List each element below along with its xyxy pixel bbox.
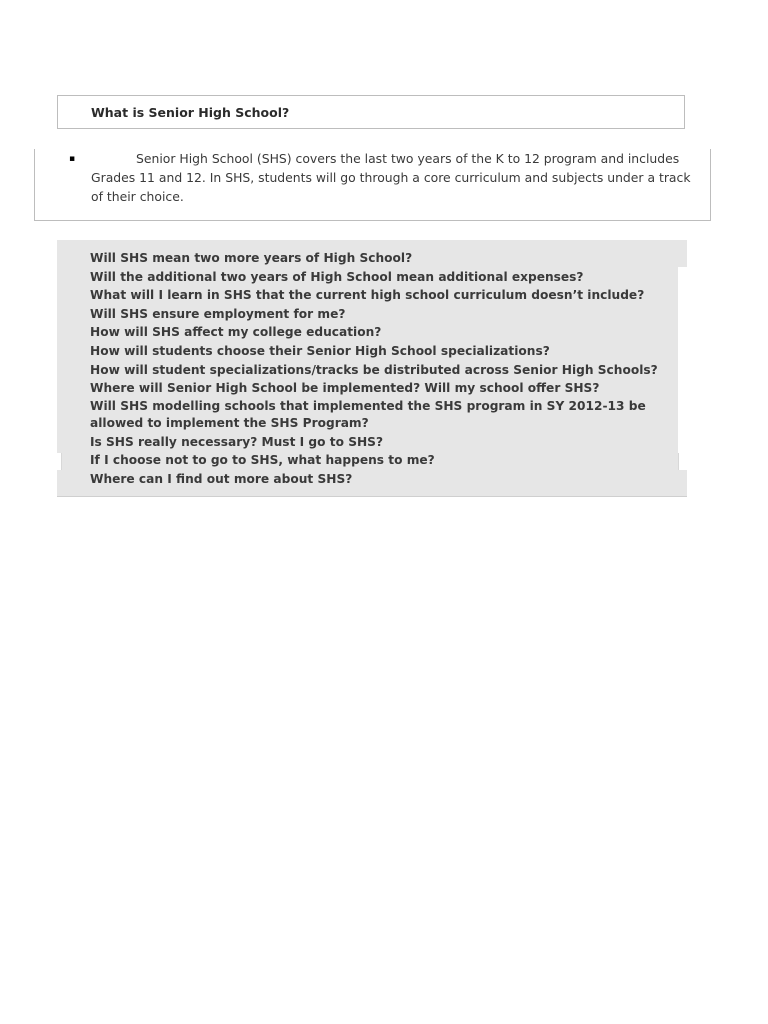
faq-question-item[interactable]: What will I learn in SHS that the current high school curriculum doesn’t include?: [90, 288, 645, 303]
faq-questions-panel: [57, 240, 687, 497]
faq-question-item[interactable]: How will students choose their Senior High School specializations?: [90, 343, 550, 358]
faq-question-item[interactable]: Will SHS modelling schools that implemented the SHS program in SY 2012-13 be allowed to implement the SHS Program?: [90, 398, 646, 430]
faq-question-item[interactable]: How will SHS affect my college education?: [90, 325, 382, 340]
faq-question-item[interactable]: If I choose not to go to SHS, what happens to me?: [90, 453, 435, 468]
faq-answer-panel: [34, 149, 711, 221]
faq-question-item[interactable]: Where will Senior High School be implemented? Will my school offer SHS?: [90, 381, 600, 396]
faq-question-item[interactable]: Is SHS really necessary? Must I go to SHS?: [90, 434, 384, 449]
faq-question-title: What is Senior High School?: [91, 105, 290, 120]
faq-question-item[interactable]: Will the additional two years of High School mean additional expenses?: [90, 269, 584, 284]
faq-question-item[interactable]: How will student specializations/tracks be distributed across Senior High Schools?: [90, 362, 658, 377]
faq-question-item[interactable]: Will SHS ensure employment for me?: [90, 306, 346, 321]
faq-header[interactable]: [57, 95, 685, 129]
panel-decoration: [678, 453, 688, 470]
faq-question-item[interactable]: Will SHS mean two more years of High School?: [90, 251, 413, 265]
faq-question-list: [90, 249, 675, 489]
bullet-icon: ▪: [69, 154, 76, 164]
faq-answer-text: Senior High School (SHS) covers the last two years of the K to 12 program and includes Grades 11 and 12. In SHS, students will go through a core curriculum and subjects under a track of their choice.: [91, 151, 691, 204]
panel-decoration: [57, 453, 62, 470]
faq-question-item[interactable]: Where can I find out more about SHS?: [90, 471, 353, 486]
panel-decoration: [678, 267, 687, 453]
